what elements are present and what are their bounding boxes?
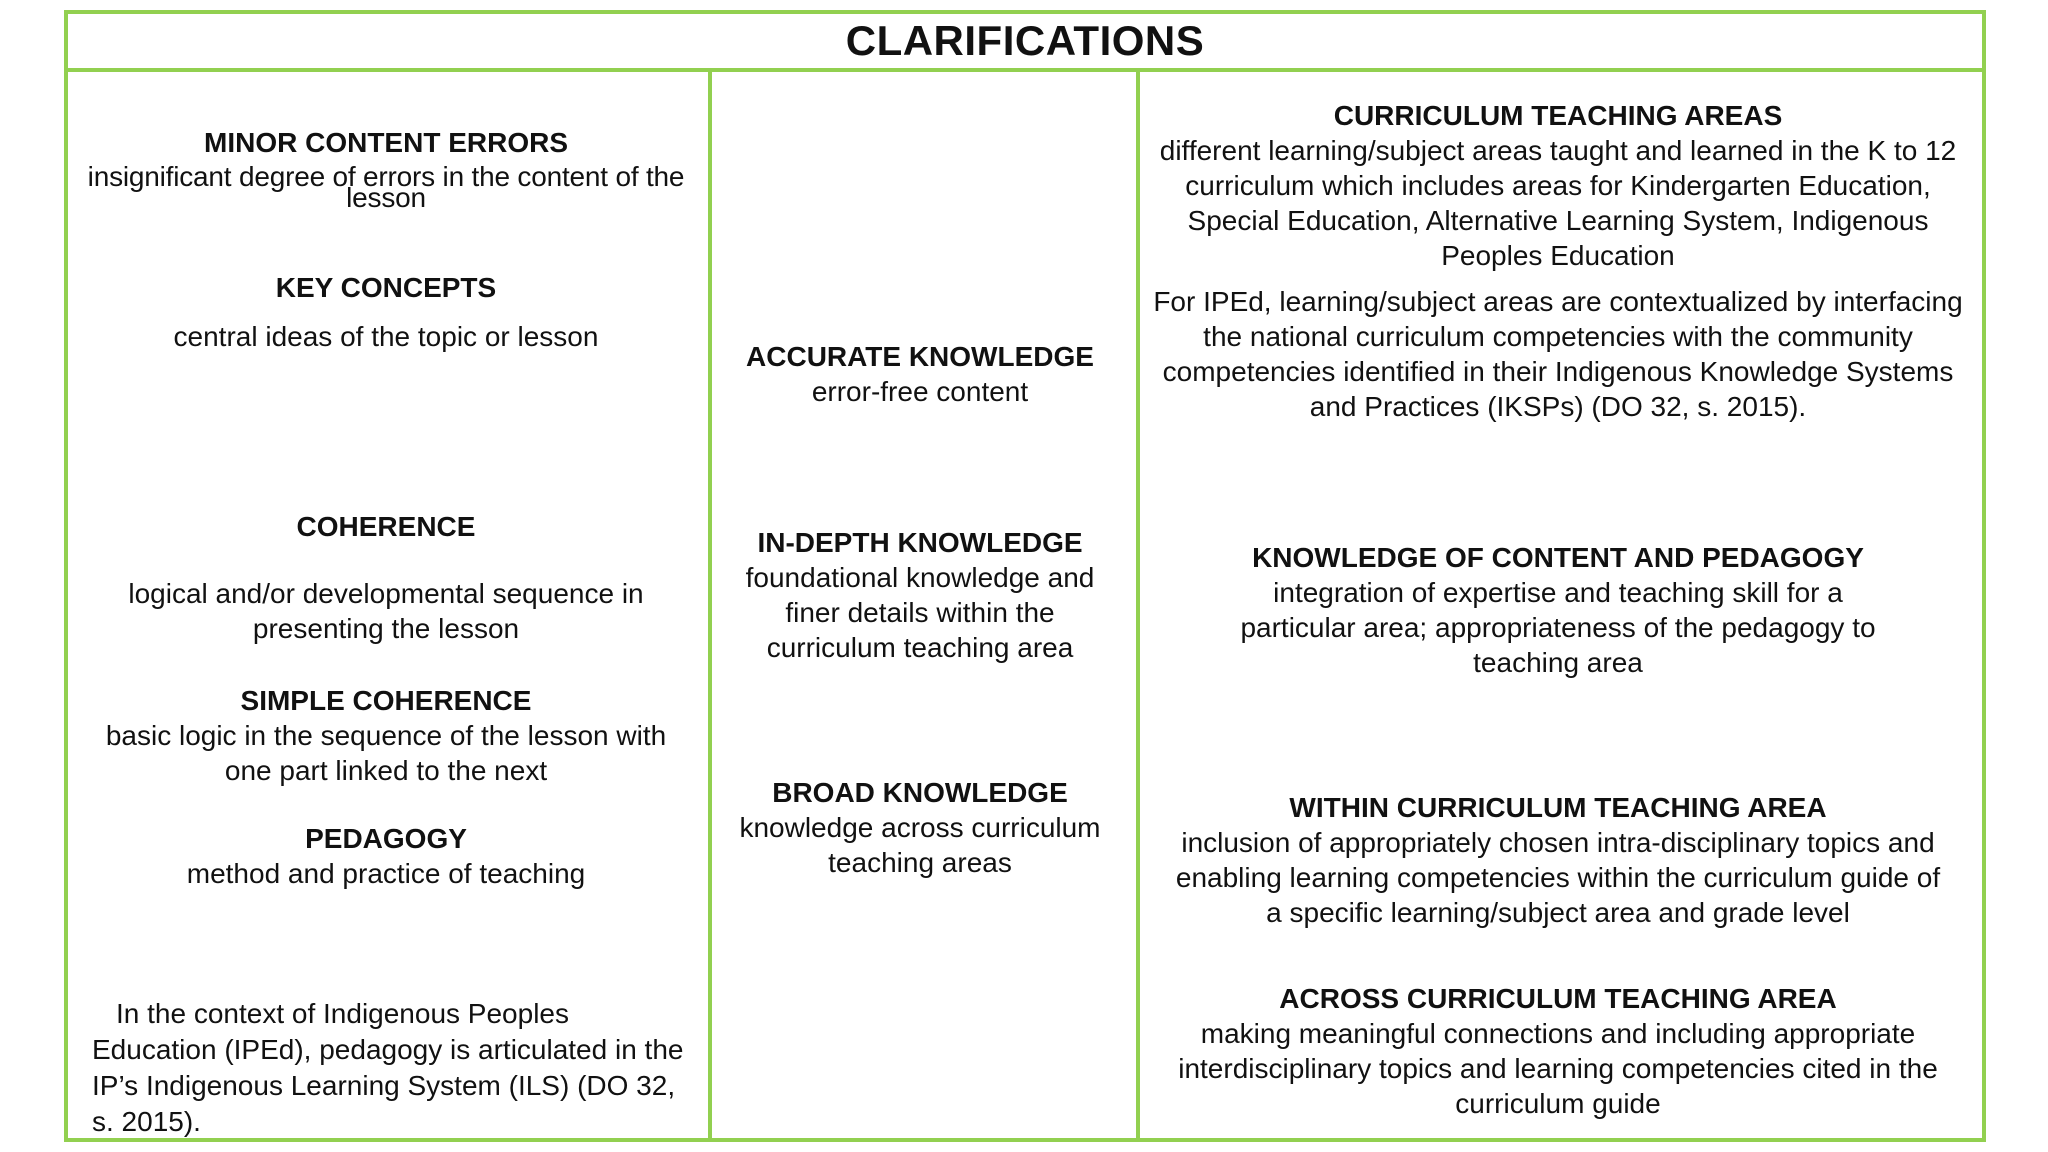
term-definition: method and practice of teaching [186,858,586,889]
term-definition: inclusion of appropriately chosen intra-disciplinary topics and enabling learning competencies within the curriculum guide of a specific learning/subject area and grade level [1175,827,1941,928]
term-entry-accurate-knowledge [712,340,1128,409]
term-entry-within-curriculum-teaching-area [1148,791,1968,930]
term-title: KNOWLEDGE OF CONTENT AND PEDAGOGY [1252,542,1864,573]
term-title: BROAD KNOWLEDGE [772,777,1068,808]
term-title: ACCURATE KNOWLEDGE [746,341,1094,372]
page-title: CLARIFICATIONS [845,17,1205,64]
term-title: ACROSS CURRICULUM TEACHING AREA [1279,983,1837,1014]
iped-curriculum-note: For IPEd, learning/subject areas are contextualized by interfacing the national curriculum competencies with the community competencies identified in their Indigenous Knowledge Systems and Practices (IKSPs) (DO 32, s. 2015). [1153,286,1963,422]
term-entry-coherence [68,510,704,646]
term-definition: integration of expertise and teaching skill for a particular area; appropriateness of the pedagogy to teaching area [1240,577,1876,678]
term-definition: insignificant degree of errors in the content of the lesson [87,161,685,213]
term-definition: different learning/subject areas taught and learned in the K to 12 curriculum which includes areas for Kindergarten Education, Special Education, Alternative Learning System, Indigenous Peoples Education [1159,135,1957,271]
term-entry-simple-coherence [68,684,704,788]
term-entry-curriculum-teaching-areas [1148,99,1968,273]
term-entry-pedagogy [68,822,704,891]
term-title: PEDAGOGY [305,823,467,854]
term-definition: foundational knowledge and finer details within the curriculum teaching area [745,562,1095,663]
term-title: WITHIN CURRICULUM TEACHING AREA [1289,792,1827,823]
term-definition: logical and/or developmental sequence in presenting the lesson [128,578,644,644]
term-entry-minor-content-errors [66,126,706,213]
term-title: MINOR CONTENT ERRORS [204,127,568,158]
term-title: IN-DEPTH KNOWLEDGE [757,527,1083,558]
term-entry-broad-knowledge [712,776,1128,880]
term-definition: basic logic in the sequence of the lesson with one part linked to the next [105,720,667,786]
iped-pedagogy-note: In the context of Indigenous Peoples Education (IPEd), pedagogy is articulated in the IP’s Indigenous Learning System (ILS) (DO 32, s. 2015). [92,998,684,1137]
term-definition: central ideas of the topic or lesson [173,321,599,352]
term-definition: making meaningful connections and including appropriate interdisciplinary topics and learning competencies cited in the curriculum guide [1178,1018,1938,1119]
term-title: KEY CONCEPTS [275,272,497,303]
term-title: CURRICULUM TEACHING AREAS [1333,100,1783,131]
term-title: COHERENCE [296,511,476,542]
term-entry-across-curriculum-teaching-area [1148,982,1968,1121]
term-entry-in-depth-knowledge [712,526,1128,665]
term-entry-knowledge-of-content-and-pedagogy [1148,541,1968,680]
term-definition: knowledge across curriculum teaching areas [739,812,1101,878]
title-bar [68,14,1982,72]
column-divider [1136,72,1140,1138]
term-definition: error-free content [811,376,1029,407]
term-entry-key-concepts [68,271,704,354]
term-title: SIMPLE COHERENCE [240,685,532,716]
